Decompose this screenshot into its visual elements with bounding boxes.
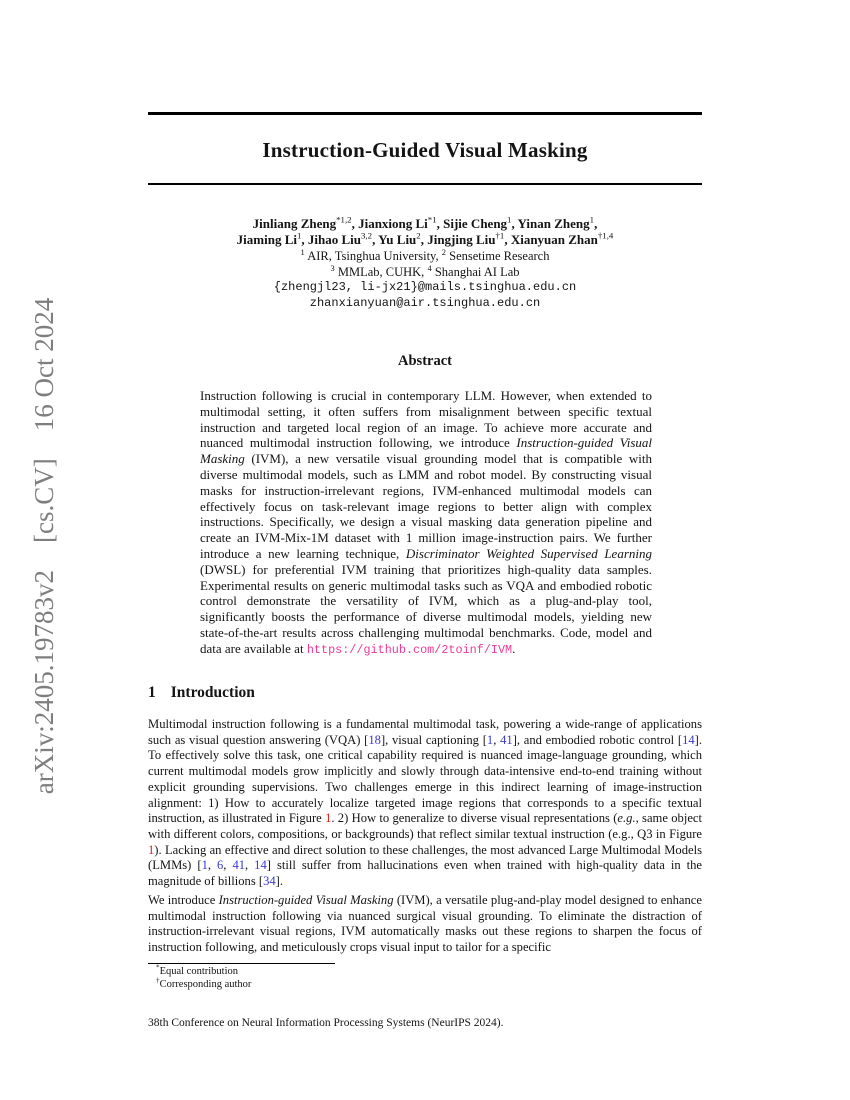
figure-reference-link[interactable]: 1 [148, 842, 155, 857]
author-line-1 [100, 216, 750, 232]
footnote-text: Equal contribution [159, 966, 239, 977]
text-segment: Multimodal instruction following is a fundamental multimodal task, powering a wide-range of applications such as visual question answering (VQA) [ [148, 717, 702, 747]
text-segment: ], and embodied robotic control [ [512, 732, 683, 747]
footnote-marker: † [156, 976, 160, 984]
text-segment: 2 [441, 246, 447, 257]
text-segment: ] still suffer from hallucinations even when trained with high-quality data in the magnitude of billions [ [148, 858, 703, 889]
affiliation-line-1 [100, 248, 750, 264]
text-segment: , [504, 232, 511, 247]
citation-link[interactable]: 41 [232, 858, 246, 873]
citation-link[interactable]: 18 [368, 732, 381, 747]
text-segment: ], visual captioning [ [380, 732, 487, 747]
corresponding-email: zhanxianyuan@air.tsinghua.edu.cn [309, 295, 541, 310]
text-segment: †1,4 [597, 230, 614, 241]
text-segment: (IVM), a new versatile visual grounding model that is compatible with diverse multimodal models, such as LMM and robot model. By constructing visual masks for instruction-irrelevant regions, IVM-enhanced multimodal models can effectively focus on task-relevant image regions to better align with complex instructions. Specifically, we design a visual masking data generation pipeline and create an IVM-Mix-1M dataset with 1 million image-instruction pairs. We further introduce a new learning technique, [200, 451, 652, 561]
text-segment: , [436, 216, 444, 231]
text-segment: Jianxiong Li [358, 216, 428, 231]
text-segment: Jingjing Liu [427, 232, 496, 247]
text-segment: , same object with different colors, compositions, or backgrounds) that reflect similar textual instruction (e.g., Q3 in Figure [148, 811, 702, 841]
text-segment: , [594, 216, 598, 231]
github-url-link[interactable]: https://github.com/2toinf/IVM [306, 642, 513, 657]
text-segment: Instruction-guided Visual Masking [200, 435, 652, 467]
text-segment: (IVM), a versatile plug-and-play model designed to enhance multimodal instruction following via nuanced surgical visual grounding. To eliminate the distraction of instruction-irrelevant visual regions, IVM automatically masks out these regions to sharpen the focus of instruction following, and meticulously crops visual input to tailor for a specific [148, 893, 702, 955]
text-segment: Xianyuan Zhan [510, 232, 598, 247]
text-segment: , [207, 858, 217, 873]
citation-link[interactable]: 34 [263, 874, 276, 889]
text-segment: ). Lacking an effective and direct solution to these challenges, the most advanced Large Multimodal Models (LMMs) [ [148, 842, 702, 873]
text-segment: (DWSL) for preferential IVM training that prioritizes high-quality data samples. Experimental results on generic multimodal tasks such as VQA and embodied robotic control demonstrate the versatility of IVM, which as a plug-and-play tool, significantly boosts the performance of diverse multimodal models, yielding new state-of-the-art results across challenging multimodal benchmarks. Code, model and data are available at [200, 561, 652, 656]
text-segment: Jiaming Li [236, 232, 297, 247]
text-segment: 1 [589, 214, 595, 225]
text-segment: 1 [507, 214, 512, 225]
text-segment: Instruction following is crucial in contemporary LLM. However, when extended to multimodal setting, it often suffers from misalignment between specific textual instruction and targeted local region of an image. To achieve more accurate and nuanced multimodal instruction following, we introduce [200, 388, 652, 451]
citation-link[interactable]: 1 [201, 858, 208, 873]
text-segment: 3 [330, 262, 335, 273]
citation-link[interactable]: 14 [254, 858, 267, 873]
text-segment: AIR, Tsinghua University, [304, 249, 442, 263]
intro-paragraph-2 [148, 893, 702, 956]
text-segment: , [245, 858, 255, 873]
footnote-corresponding-author [148, 976, 702, 992]
text-segment: †1 [495, 230, 505, 241]
text-segment: . [512, 640, 516, 656]
conference-footer: 38th Conference on Neural Information Processing Systems (NeurIPS 2024). [148, 1017, 504, 1029]
abstract-text [200, 388, 652, 659]
text-segment: 4 [427, 262, 432, 273]
text-segment: Jinliang Zheng [252, 216, 337, 231]
title-bottom-rule [148, 183, 702, 185]
footnotes [148, 963, 702, 991]
abstract-heading: Abstract [398, 353, 452, 369]
footnote-text: Corresponding author [159, 978, 252, 990]
citation-link[interactable]: 1 [486, 732, 494, 747]
title-top-rule [148, 112, 702, 115]
author-line-2 [100, 232, 750, 248]
text-segment: , [301, 232, 308, 247]
text-segment: , [493, 732, 501, 747]
text-segment: , [223, 858, 233, 873]
affiliation-line-2 [100, 264, 750, 280]
text-segment: , [420, 232, 428, 247]
footnote-marker: * [156, 963, 160, 972]
text-segment: , [351, 216, 359, 231]
text-segment: *1 [427, 214, 437, 225]
intro-paragraph-1 [148, 717, 702, 890]
citation-link[interactable]: 14 [682, 732, 695, 747]
section-number: 1 [148, 684, 156, 701]
text-segment: Yinan Zheng [517, 216, 590, 231]
figure-reference-link[interactable]: 1 [325, 811, 332, 826]
paper-title: Instruction-Guided Visual Masking [262, 138, 588, 162]
footnote-rule [148, 963, 335, 964]
text-segment: We introduce [148, 893, 219, 907]
text-segment: e.g. [617, 811, 636, 826]
text-segment: . 2) How to generalize to diverse visual representations ( [331, 811, 618, 826]
text-segment: *1,2 [336, 214, 352, 225]
text-segment: Yu Liu [378, 232, 417, 247]
text-segment: Jihao Liu [307, 232, 362, 247]
text-segment: 2 [416, 230, 421, 241]
text-segment: , [511, 216, 518, 231]
author-emails: {zhengjl23, li-jx21}@mails.tsinghua.edu.cn [273, 280, 577, 294]
text-segment: MMLab, CUHK, [334, 265, 428, 279]
text-segment: 3,2 [361, 230, 373, 241]
arxiv-watermark: arXiv:2405.19783v2 [cs.CV] 16 Oct 2024 [29, 297, 59, 795]
text-segment: Shanghai AI Lab [431, 265, 520, 279]
text-segment: Instruction-guided Visual Masking [218, 893, 394, 907]
text-segment: , [372, 232, 379, 247]
text-segment: ]. [275, 874, 284, 889]
section-heading-introduction [148, 684, 702, 702]
author-block [100, 216, 750, 311]
text-segment: 1 [300, 246, 305, 257]
citation-link[interactable]: 6 [217, 858, 224, 873]
footnote-equal-contribution [148, 963, 702, 979]
text-segment: Discriminator Weighted Supervised Learning [405, 545, 652, 561]
text-segment: Sensetime Research [446, 249, 550, 263]
section-title: Introduction [170, 684, 255, 701]
text-segment: ]. To effectively solve this task, one critical capability required is nuanced image-language grounding, which current multimodal models grow implicitly and slowly through data-intensive end-to-end training without explicit grounding supervisions. Two challenges emerge in this indirect learning of image-instruction alignment: 1) How to accurately localize targeted image regions that corresponds to a specific textual instruction, as illustrated in Figure [148, 732, 702, 826]
text-segment: Sijie Cheng [443, 216, 508, 231]
text-segment: 1 [296, 230, 302, 241]
citation-link[interactable]: 41 [500, 732, 513, 747]
